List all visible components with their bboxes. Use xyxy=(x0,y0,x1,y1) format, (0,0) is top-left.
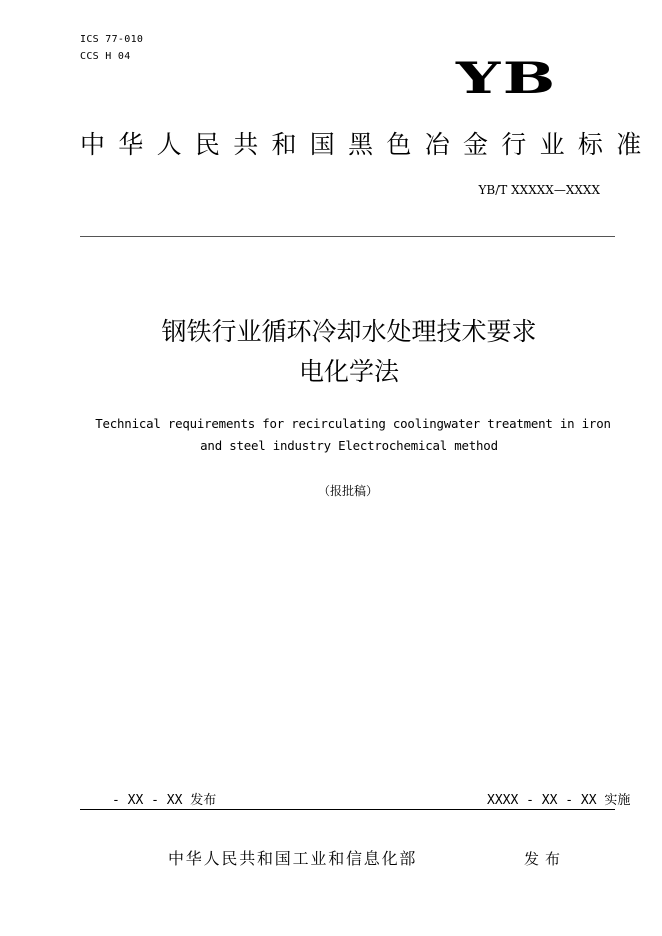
implementation-date: XXXX - XX - XX 实施 xyxy=(487,793,631,808)
standard-type-heading: 中华人民共和国黑色冶金行业标准 xyxy=(80,130,655,159)
title-en-line1: Technical requirements for recirculating coolingwater treatment in iron xyxy=(95,416,611,431)
issue-date: - XX - XX 发布 xyxy=(112,793,217,808)
footer-divider xyxy=(80,809,615,810)
issuing-authority: 中华人民共和国工业和信息化部 xyxy=(168,849,418,868)
title-en-line2: and steel industry Electrochemical method xyxy=(200,438,498,453)
standard-number: YB/T XXXXX—XXXX xyxy=(478,183,600,197)
issue-label: 发布 xyxy=(524,850,567,868)
yb-logo: YB xyxy=(456,52,558,104)
title-cn-line2: 电化学法 xyxy=(298,357,399,386)
header-divider xyxy=(80,236,615,237)
ics-code: ICS 77-010 xyxy=(80,34,144,45)
title-cn-line1: 钢铁行业循环冷却水处理技术要求 xyxy=(161,317,537,346)
ccs-code: CCS H 04 xyxy=(80,51,131,62)
draft-status: （报批稿） xyxy=(317,484,378,498)
